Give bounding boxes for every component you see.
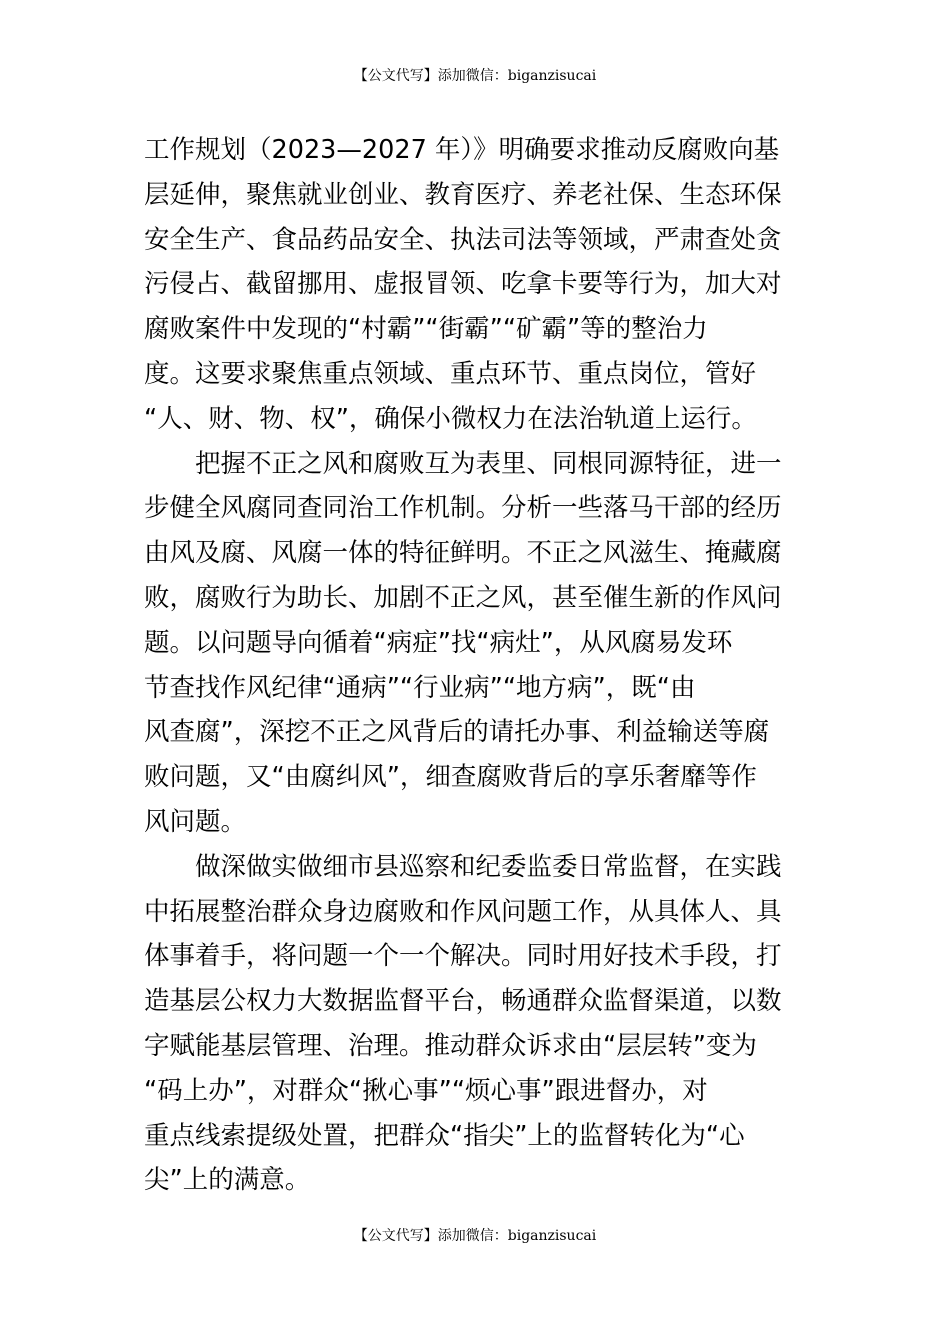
text-line: 把握不正之风和腐败互为表里、同根同源特征，进一: [195, 448, 782, 479]
text-line: 体事着手，将问题一个一个解决。同时用好技术手段，打: [144, 941, 782, 972]
text-line: 做深做实做细市县巡察和纪委监委日常监督，在实践: [195, 851, 782, 882]
text-line: 风查腐”，深挖不正之风背后的请托办事、利益输送等腐: [144, 717, 770, 748]
footer-watermark-text: 【公文代写】添加微信：biganzisucai: [353, 1228, 597, 1244]
text-line: 败，腐败行为助长、加剧不正之风，甚至催生新的作风问: [144, 582, 782, 613]
text-line: 层延伸，聚焦就业创业、教育医疗、养老社保、生态环保: [144, 179, 782, 210]
paragraph-1: [144, 128, 808, 442]
paragraph-2: [144, 442, 808, 845]
text-line: 造基层公权力大数据监督平台，畅通群众监督渠道，以数: [144, 986, 782, 1017]
text-line: 重点线索提级处置，把群众“指尖”上的监督转化为“心: [144, 1120, 745, 1151]
text-line: “码上办”，对群众“揪心事”“烦心事”跟进督办，对: [144, 1075, 708, 1106]
text-line: 节查找作风纪律“通病”“行业病”“地方病”，既“由: [144, 672, 696, 703]
text-line: 题。以问题导向循着“病症”找“病灶”，从风腐易发环: [144, 627, 733, 658]
text-line: 污侵占、截留挪用、虚报冒领、吃拿卡要等行为，加大对: [144, 269, 782, 300]
text-line: 风问题。: [144, 806, 247, 837]
text-line: 中拓展整治群众身边腐败和作风问题工作，从具体人、具: [144, 896, 782, 927]
text-line: 腐败案件中发现的“村霸”“街霸”“矿霸”等的整治力: [144, 314, 708, 345]
text-line: “人、财、物、权”，确保小微权力在法治轨道上运行。: [144, 403, 757, 434]
header-watermark-text: 【公文代写】添加微信：biganzisucai: [353, 68, 597, 84]
text-line: 安全生产、食品药品安全、执法司法等领域，严肃查处贪: [144, 224, 782, 255]
text-line: 度。这要求聚焦重点领域、重点环节、重点岗位，管好: [144, 358, 757, 389]
text-line: 工作规划（2023—2027 年）》明确要求推动反腐败向基: [144, 135, 780, 165]
text-line: 步健全风腐同查同治工作机制。分析一些落马干部的经历: [144, 493, 782, 524]
paragraph-3: [144, 845, 808, 1203]
text-line: 败问题，又“由腐纠风”，细查腐败背后的享乐奢靡等作: [144, 762, 757, 793]
document-body: [144, 128, 808, 1203]
text-line: 尖”上的满意。: [144, 1165, 311, 1196]
text-line: 由风及腐、风腐一体的特征鲜明。不正之风滋生、掩藏腐: [144, 538, 782, 569]
text-line: 字赋能基层管理、治理。推动群众诉求由“层层转”变为: [144, 1030, 757, 1061]
